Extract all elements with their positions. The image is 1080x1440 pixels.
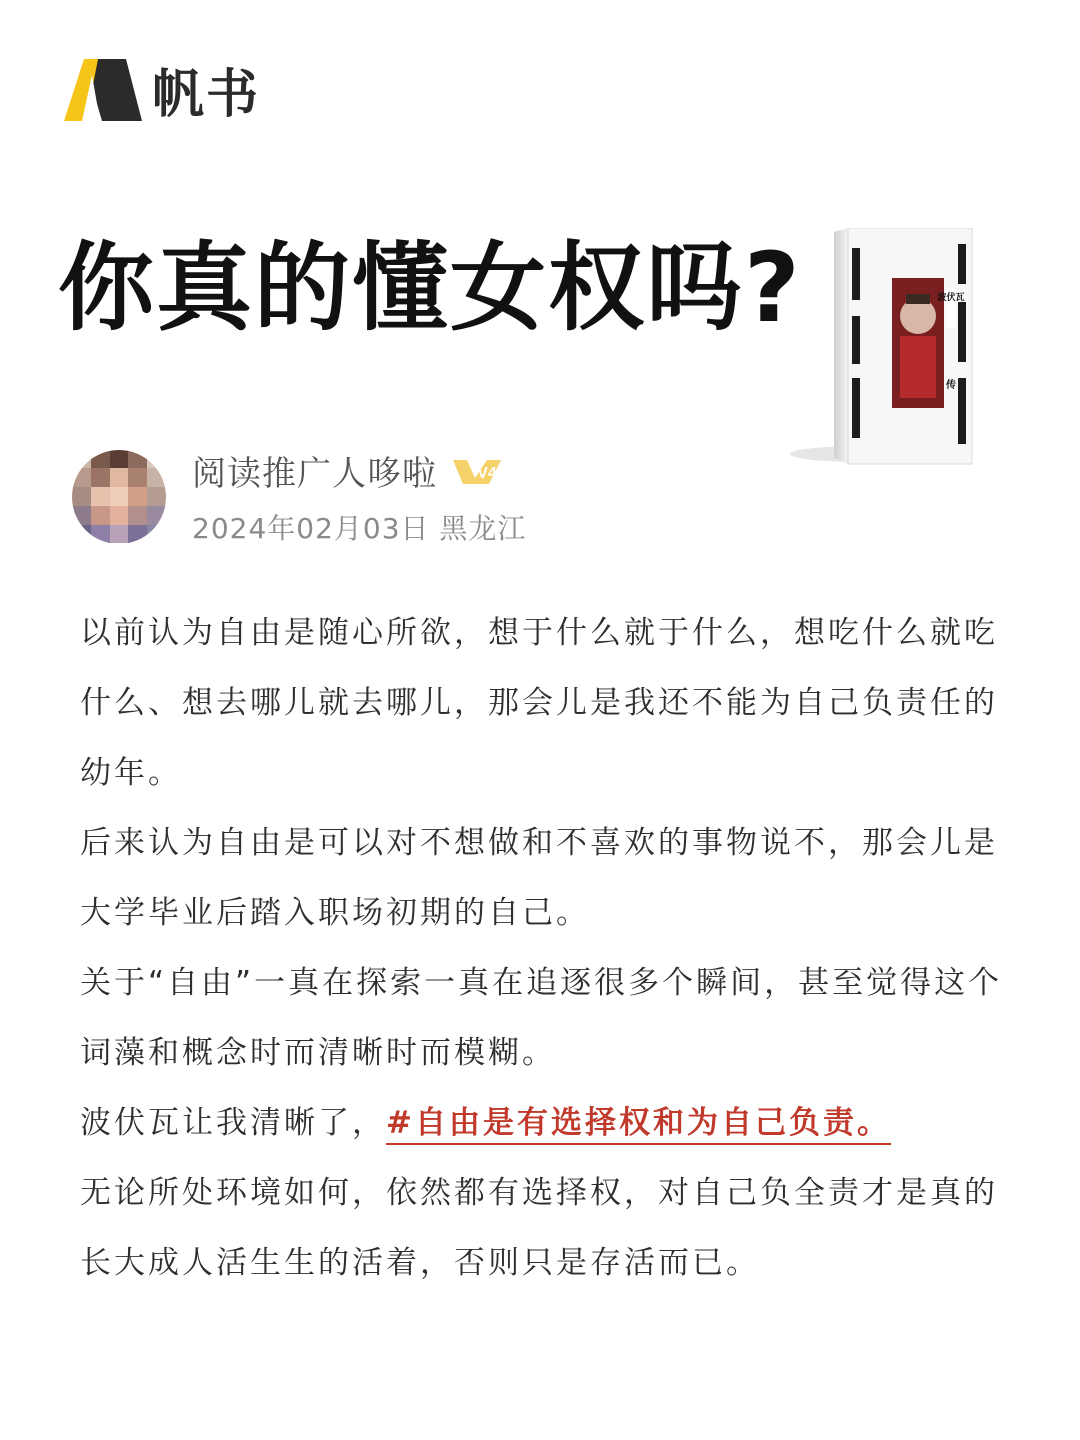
brand-logo-icon: [62, 57, 142, 123]
paragraph-4: [80, 1088, 1010, 1158]
hashtag-link[interactable]: #自由是有选择权和为自己负责。: [386, 1105, 891, 1145]
level-badge-text: V4: [477, 464, 497, 482]
page-title: 你真的懂女权吗?: [58, 232, 802, 344]
book-cover-image: [790, 228, 980, 468]
avatar[interactable]: [72, 450, 166, 544]
paragraph-1: 以前认为自由是随心所欲，想于什么就于什么，想吃什么就吃什么、想去哪儿就去哪儿，那会儿是我还不能为自己负责任的幼年。: [80, 615, 998, 791]
post-meta: 2024年02月03日 黑龙江: [192, 512, 527, 545]
book-title: 波伏瓦: [937, 293, 965, 303]
level-badge-icon: [451, 456, 503, 486]
book-subtitle: 传: [946, 380, 956, 391]
paragraph-4-text: 波伏瓦让我清晰了，: [80, 1105, 386, 1141]
post-content: [80, 598, 1010, 1298]
paragraph-3: 关于“自由”一真在探索一真在追逐很多个瞬间，甚至觉得这个词藻和概念时而清晰时而模糊。: [80, 965, 1003, 1071]
brand-logo: [62, 52, 260, 127]
author-name[interactable]: 阅读推广人哆啦: [192, 454, 437, 494]
brand-name: 帆书: [152, 65, 261, 125]
paragraph-5: 无论所处环境如何，依然都有选择权，对自己负全责才是真的长大成人活生生的活着，否则只是存活而已。: [80, 1175, 998, 1281]
author-block: [72, 446, 526, 547]
paragraph-2: 后来认为自由是可以对不想做和不喜欢的事物说不，那会儿是大学毕业后踏入职场初期的自己。: [80, 825, 998, 931]
